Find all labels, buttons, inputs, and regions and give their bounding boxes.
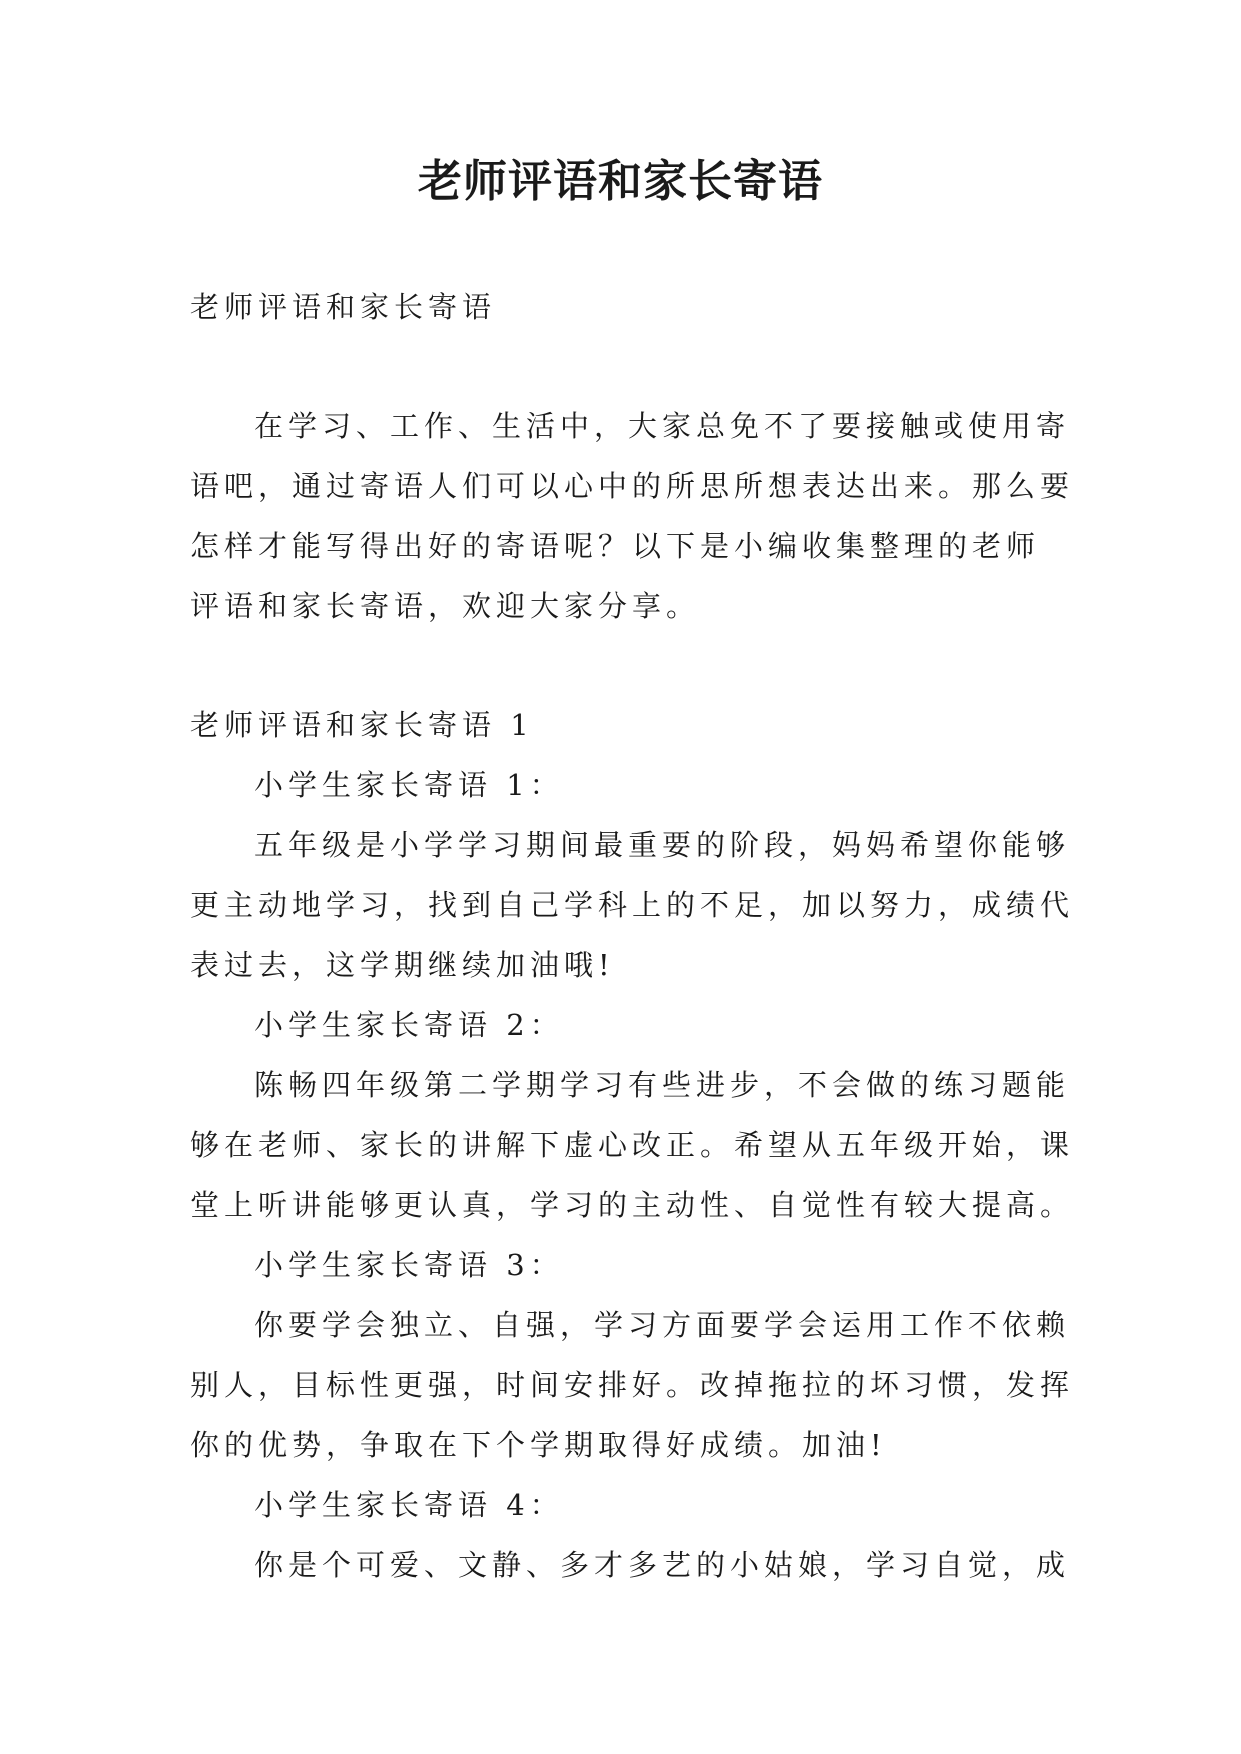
entry-line: 你是个可爱、文静、多才多艺的小姑娘，学习自觉，成 bbox=[254, 1548, 1071, 1582]
entry-line: 你的优势，争取在下个学期取得好成绩。加油! bbox=[190, 1428, 887, 1462]
document-title: 老师评语和家长寄语 bbox=[418, 156, 823, 207]
entry-line: 表过去，这学期继续加油哦! bbox=[190, 948, 615, 982]
entry-label: 小学生家长寄语 1： bbox=[254, 768, 564, 802]
intro-line: 怎样才能写得出好的寄语呢？以下是小编收集整理的老师 bbox=[190, 529, 1041, 563]
entry-line: 更主动地学习，找到自己学科上的不足，加以努力，成绩代 bbox=[190, 888, 1075, 922]
intro-line: 评语和家长寄语，欢迎大家分享。 bbox=[190, 589, 701, 623]
entry-line: 堂上听讲能够更认真，学习的主动性、自觉性有较大提高。 bbox=[190, 1188, 1075, 1222]
entry-label: 小学生家长寄语 3： bbox=[254, 1248, 564, 1282]
entry-line: 陈畅四年级第二学期学习有些进步，不会做的练习题能 bbox=[254, 1068, 1071, 1102]
entry-label: 小学生家长寄语 4： bbox=[254, 1488, 564, 1522]
intro-line: 在学习、工作、生活中，大家总免不了要接触或使用寄 bbox=[254, 409, 1071, 443]
intro-line: 语吧，通过寄语人们可以心中的所思所想表达出来。那么要 bbox=[190, 469, 1075, 503]
entry-line: 够在老师、家长的讲解下虚心改正。希望从五年级开始，课 bbox=[190, 1128, 1075, 1162]
entry-label: 小学生家长寄语 2： bbox=[254, 1008, 564, 1042]
document-subtitle: 老师评语和家长寄语 bbox=[190, 290, 497, 324]
entry-line: 别人，目标性更强，时间安排好。改掉拖拉的坏习惯，发挥 bbox=[190, 1368, 1075, 1402]
entry-line: 五年级是小学学习期间最重要的阶段，妈妈希望你能够 bbox=[254, 828, 1071, 862]
section-heading: 老师评语和家长寄语 1 bbox=[190, 708, 534, 742]
entry-line: 你要学会独立、自强，学习方面要学会运用工作不依赖 bbox=[254, 1308, 1071, 1342]
